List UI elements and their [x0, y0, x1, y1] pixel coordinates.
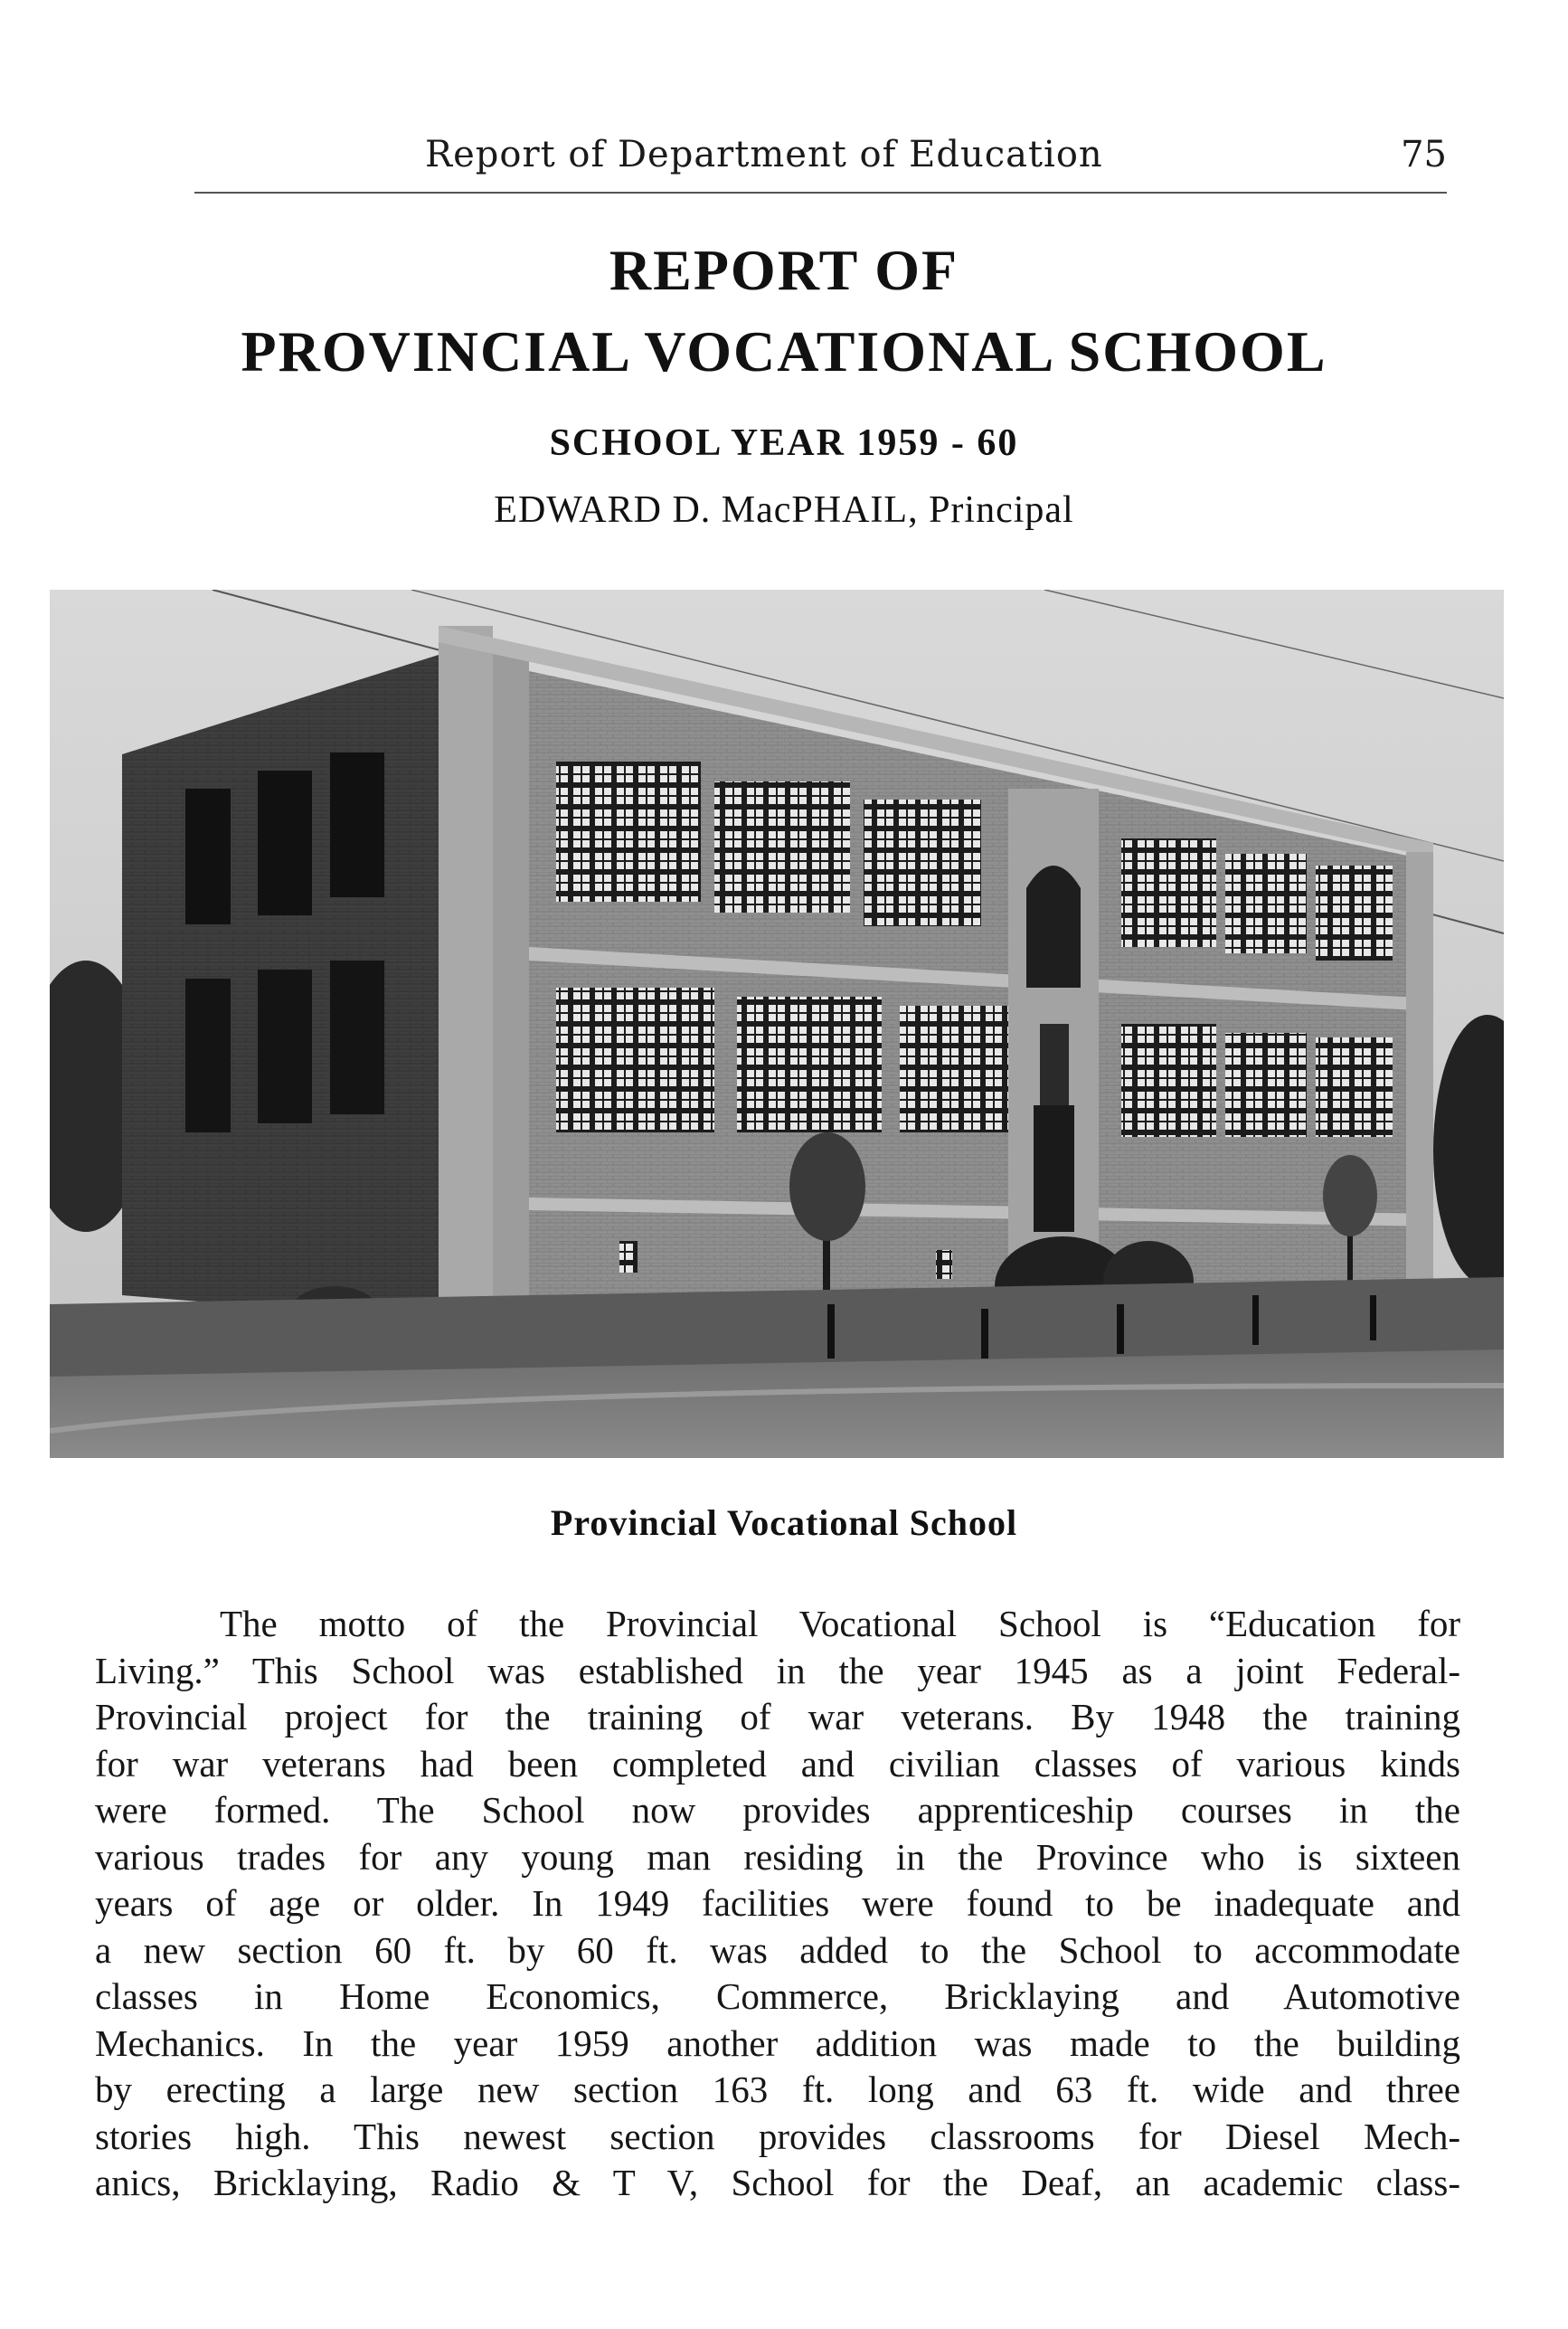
body-line: by erecting a large new section 163 ft. long and 63 ft. wide and three [95, 2069, 1460, 2110]
body-line: Living.” This School was established in the year 1945 as a joint Federal- [95, 1649, 1460, 1691]
running-header [194, 134, 1447, 188]
body-line: Provincial project for the training of war veterans. By 1948 the training [95, 1696, 1460, 1737]
principal-name: EDWARD D. MacPHAIL, Principal [494, 489, 1074, 531]
body-line: The motto of the Provincial Vocational School is “Education for [220, 1603, 1460, 1644]
body-line: stories high. This newest section provides classrooms for Diesel Mech- [95, 2115, 1460, 2157]
body-line: various trades for any young man residing in the Province who is sixteen [95, 1835, 1460, 1878]
report-title-line-2: PROVINCIAL VOCATIONAL SCHOOL [241, 319, 1327, 383]
body-line: anics, Bricklaying, Radio & T V, School for the Deaf, an academic class- [95, 2162, 1460, 2203]
body-line: a new section 60 ft. by 60 ft. was added to the School to accommodate [95, 1928, 1460, 1971]
body-line: years of age or older. In 1949 facilities were found to be inadequate and [95, 1882, 1460, 1924]
body-line: Mechanics. In the year 1959 another addition was made to the building [95, 2021, 1460, 2064]
report-title-line-1: REPORT OF [609, 238, 959, 302]
page-number: 75 [1401, 134, 1447, 175]
body-paragraph [95, 1601, 1460, 2207]
body-line: were formed. The School now provides apprenticeship courses in the [95, 1789, 1460, 1831]
school-building-photo [50, 590, 1504, 1458]
school-year: SCHOOL YEAR 1959 - 60 [549, 422, 1019, 464]
header-rule [194, 192, 1447, 194]
body-line: classes in Home Economics, Commerce, Bricklaying and Automotive [95, 1975, 1460, 2017]
running-title: Report of Department of Education [425, 134, 1103, 175]
body-line: for war veterans had been completed and civilian classes of various kinds [95, 1742, 1460, 1785]
photo-caption: Provincial Vocational School [550, 1502, 1018, 1543]
